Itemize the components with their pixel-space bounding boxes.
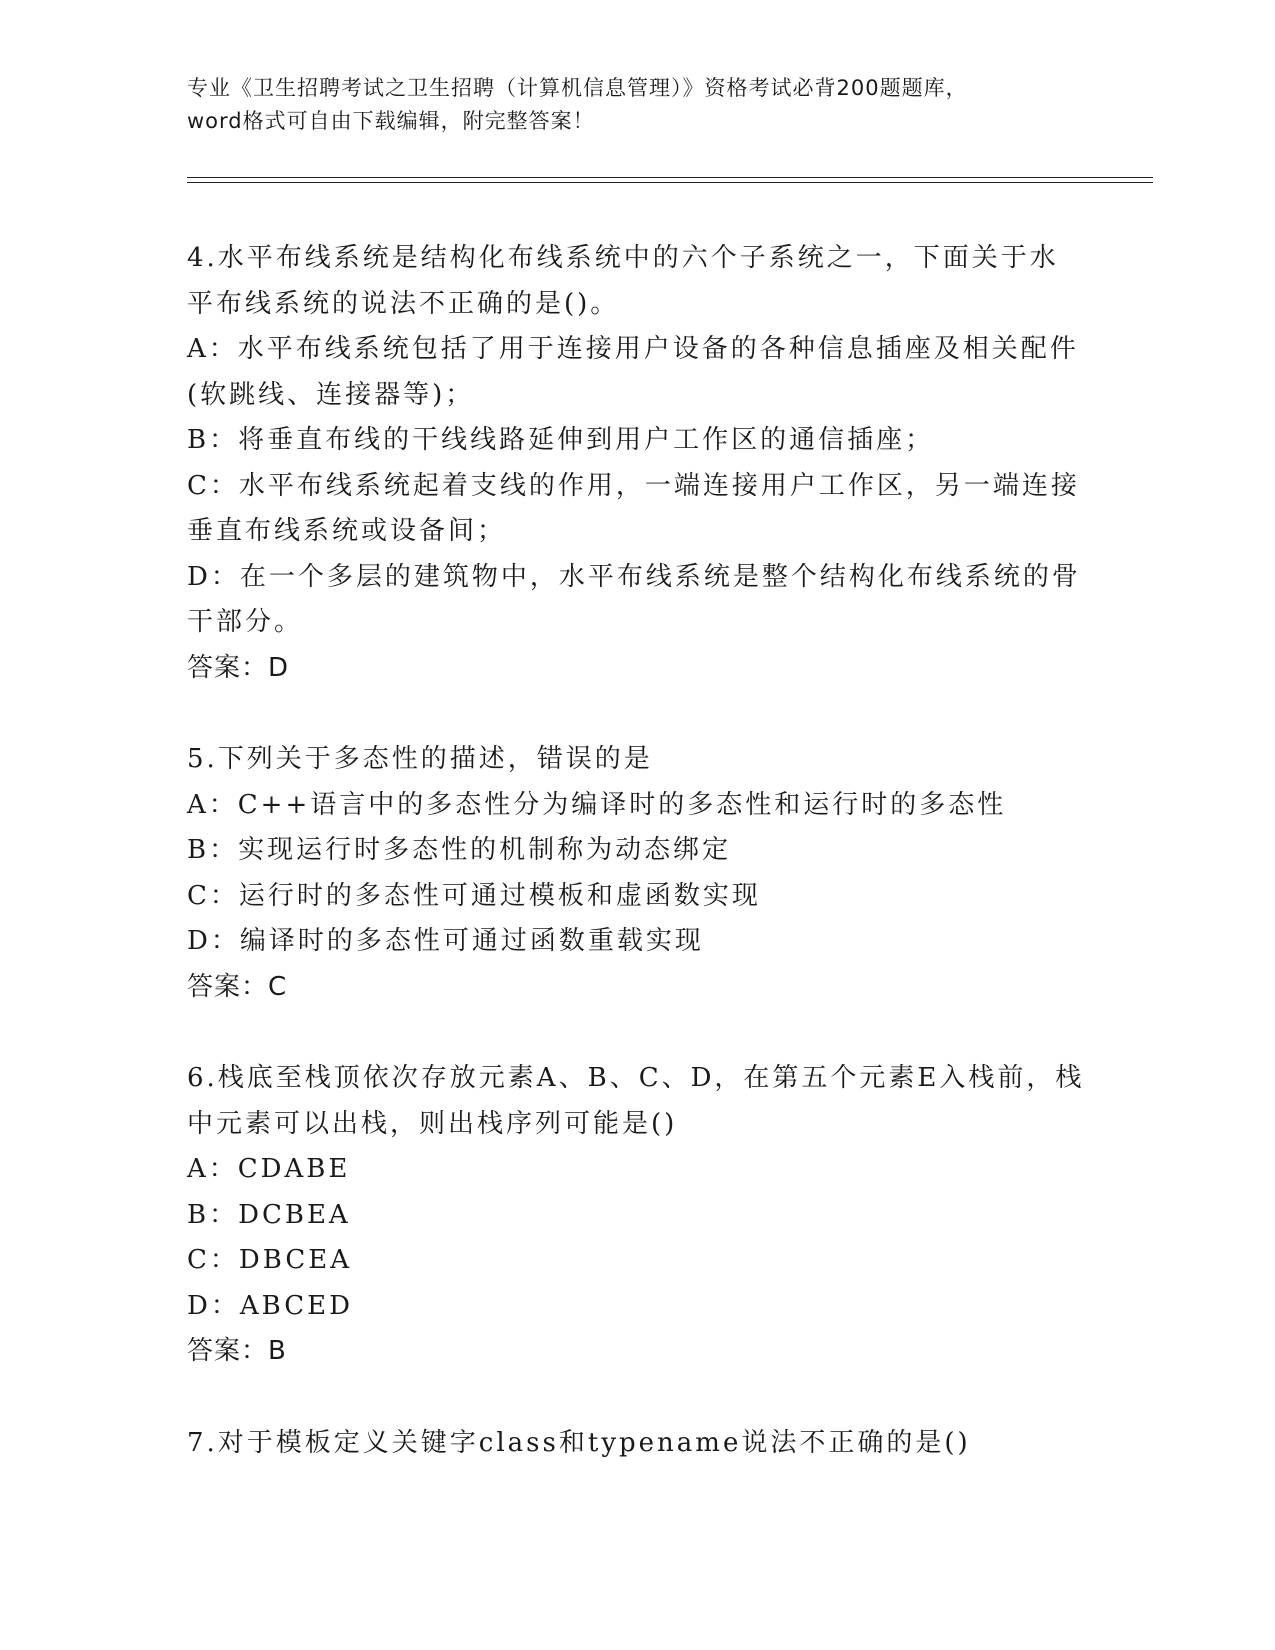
question-text-line: C：DBCEA	[187, 1245, 352, 1275]
question-text-line: 平布线系统的说法不正确的是()。	[187, 288, 620, 319]
question-text-line: 干部分。	[187, 607, 304, 637]
question-stem-line: 4.水平布线系统是结构化布线系统中的六个子系统之一，下面关于水	[187, 243, 1059, 273]
question-text-line: B：DCBEA	[187, 1199, 351, 1230]
question-text-line: B：实现运行时多态性的机制称为动态绑定	[187, 835, 732, 865]
header-divider-bottom	[187, 182, 1153, 183]
question-text-line: A：水平布线系统包括了用于连接用户设备的各种信息插座及相关配件	[187, 334, 1079, 364]
question-block	[187, 737, 1087, 1010]
answer-line: 答案：D	[187, 652, 290, 683]
question-text-line: D：在一个多层的建筑物中，水平布线系统是整个结构化布线系统的骨	[187, 561, 1081, 592]
question-block	[187, 1421, 1087, 1467]
header-title-line-2: word格式可自由下载编辑，附完整答案！	[187, 109, 595, 133]
question-text-line: 中元素可以出栈，则出栈序列可能是()	[187, 1108, 678, 1139]
question-text-line: C：运行时的多态性可通过模板和虚函数实现	[187, 880, 761, 911]
question-block	[187, 1056, 1087, 1375]
question-text-line: (软跳线、连接器等)；	[187, 379, 475, 410]
question-text-line: A：CDABE	[187, 1154, 351, 1184]
question-text-line: C：水平布线系统起着支线的作用，一端连接用户工作区，另一端连接	[187, 470, 1080, 501]
question-text-line: D：ABCED	[187, 1290, 353, 1321]
question-stem-line: 7.对于模板定义关键字class和typename说法不正确的是()	[187, 1427, 971, 1458]
header-title-line-1: 专业《卫生招聘考试之卫生招聘（计算机信息管理）》资格考试必背200题题库，	[187, 76, 968, 100]
header-divider-top	[187, 177, 1153, 178]
question-text-line: 垂直布线系统或设备间；	[187, 516, 507, 546]
question-text-line: B：将垂直布线的干线线路延伸到用户工作区的通信插座；	[187, 425, 935, 455]
answer-line: 答案：B	[187, 1336, 287, 1366]
question-stem-line: 5.下列关于多态性的描述，错误的是	[187, 744, 653, 774]
answer-line: 答案：C	[187, 971, 288, 1002]
document-header	[187, 72, 1087, 138]
question-text-line: D：编译时的多态性可通过函数重载实现	[187, 926, 704, 956]
question-list	[187, 236, 1087, 1512]
question-stem-line: 6.栈底至栈顶依次存放元素A、B、C、D，在第五个元素E入栈前，栈	[187, 1063, 1085, 1093]
question-block	[187, 236, 1087, 691]
question-text-line: A：C++语言中的多态性分为编译时的多态性和运行时的多态性	[187, 789, 1007, 820]
